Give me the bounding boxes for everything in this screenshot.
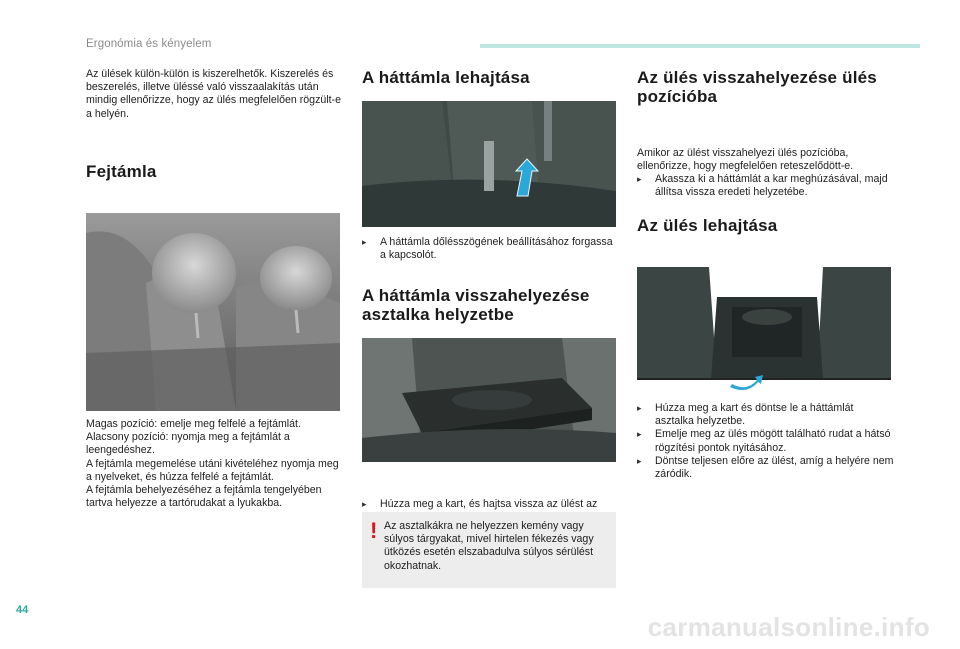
watermark: carmanualsonline.info: [647, 612, 930, 642]
col1-paragraphs: [86, 418, 342, 510]
fold-seat-image: [637, 267, 891, 394]
bullet-table-text: Húzza meg a kart, és hajtsa vissza az ülést az: [380, 498, 598, 511]
bullet-fold-3-text: Döntse teljesen előre az ülést, amíg a helyére nem záródik.: [655, 454, 894, 481]
warning-text: Az asztalkákra ne helyezzen kemény vagy súlyos tárgyakat, mivel hirtelen fékezés vagy ütközés esetén elszabadulva súlyos sérülést okozhatnak.: [384, 520, 594, 572]
heading-asztalka: A háttámla visszahelyezése asztalka helyzetbe: [362, 286, 590, 324]
headrest-image: [86, 213, 340, 411]
arrow-bullet-icon: ▸: [362, 237, 367, 247]
header-bar: [480, 44, 920, 48]
backrest-image: [362, 101, 616, 227]
arrow-bullet-icon: ▸: [637, 173, 642, 184]
col3-bullets: [637, 402, 895, 481]
arrow-bullet-icon: ▸: [637, 403, 642, 413]
col1-intro: Az ülések külön-külön is kiszerelhetők. Kiszerelés és beszerelés, illetve üléssé való visszaalakítás után mindig ellenőrizze, hogy az ülés megfelelően rögzült-e a helyén.: [86, 68, 341, 120]
arrow-bullet-icon: ▸: [362, 499, 367, 510]
heading-hattamla-lehajtasa: A háttámla lehajtása: [362, 68, 530, 87]
bullet-fold-1: [637, 402, 895, 428]
para-insert: A fejtámla behelyezéséhez a fejtámla tengelyében tartva helyezze a tartórudakat a lyukakba.: [86, 484, 322, 510]
bullet-unhook: [637, 173, 895, 199]
bullet-backrest: [362, 236, 616, 262]
bullet-unhook-text: Akassza ki a háttámlát a kar meghúzásával, majd állítsa vissza eredeti helyzetébe.: [655, 172, 888, 199]
warning-box: [362, 512, 616, 588]
table-image: [362, 338, 616, 462]
bullet-fold-3: [637, 455, 895, 481]
heading-ules-visszahelyezese: Az ülés visszahelyezése ülés pozícióba: [637, 68, 877, 106]
section-title: Ergonómia és kényelem: [86, 38, 212, 50]
arrow-bullet-icon: ▸: [637, 429, 642, 440]
bullet-fold-2: [637, 428, 895, 454]
bullet-fold-2-text: Emelje meg az ülés mögött található rudat a hátsó rögzítési pontok nyitásához.: [655, 428, 891, 454]
bullet-fold-1-text: Húzza meg a kart és döntse le a háttámlát asztalka helyzetbe.: [655, 402, 854, 428]
para-low: Alacsony pozíció: nyomja meg a fejtámlát a leengedéshez.: [86, 431, 290, 457]
para-high: Magas pozíció: emelje meg felfelé a fejtámlát.: [86, 418, 301, 430]
heading-ules-lehajtasa: Az ülés lehajtása: [637, 216, 778, 235]
exclamation-icon: !: [370, 518, 378, 543]
page-number: 44: [16, 604, 29, 616]
para-remove: A fejtámla megemelése utáni kivételéhez nyomja meg a nyelveket, és húzza felfelé a fejtámlát.: [86, 457, 339, 483]
arrow-bullet-icon: ▸: [637, 455, 642, 466]
heading-fejtamla: Fejtámla: [86, 162, 157, 181]
col3-para: Amikor az ülést visszahelyezi ülés pozícióba, ellenőrizze, hogy megfelelően reteszelődött-e.: [637, 147, 854, 173]
bullet-backrest-text: A háttámla dőlésszögének beállításához forgassa a kapcsolót.: [380, 236, 613, 262]
